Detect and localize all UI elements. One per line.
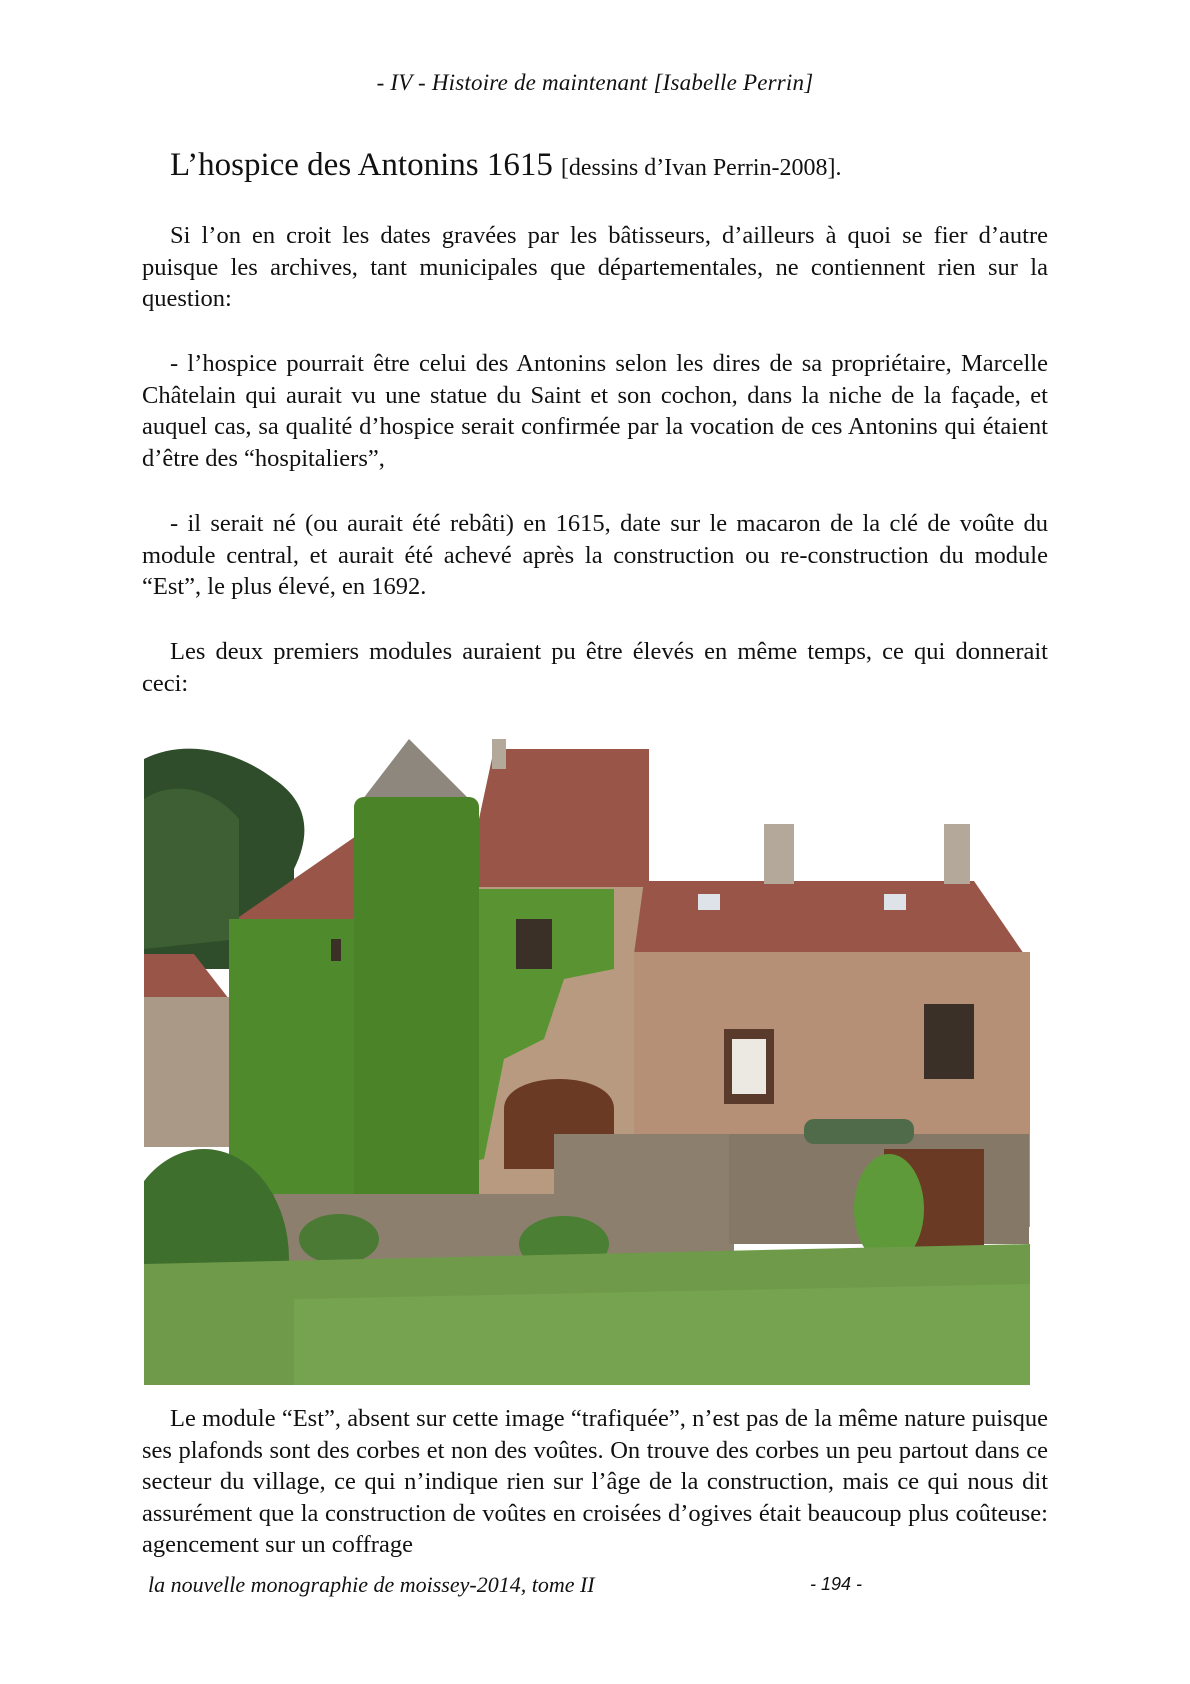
- paragraph-date: - il serait né (ou aurait été rebâti) en 1615, date sur le macaron de la clé de voûte du module central, et aurait été achevé après la construction ou re-construction du module “Est”, le plus élevé, en 1692.: [142, 510, 1048, 600]
- paragraph-antonins: - l’hospice pourrait être celui des Antonins selon les dires de sa propriétaire, Marcelle Châtelain qui aurait vu une statue du Saint et son cochon, dans la niche de la façade, et auquel cas, sa qualité d’hospice serait confirmée par la vocation de ces Antonins qui étaient d’être des “hospitaliers”,: [142, 350, 1048, 472]
- footer-title: la nouvelle monographie de moissey-2014, tome II: [148, 1572, 595, 1597]
- page-number: - 194 -: [810, 1574, 863, 1594]
- paragraph-modules: Les deux premiers modules auraient pu être élevés en même temps, ce qui donnerait ceci:: [142, 638, 1048, 697]
- title-subtitle: [dessins d’Ivan Perrin-2008].: [560, 155, 842, 181]
- paragraph-module-est: Le module “Est”, absent sur cette image “trafiquée”, n’est pas de la même nature puisque ses plafonds sont des corbes et non des voûtes. On trouve des corbes un peu partout dans ce secteur du village, ce qui n’indique rien sur l’âge de la construction, mais ce qui nous dit assurément que la construction de voûtes en croisées d’ogives était beaucoup plus coûteuse: agencement sur un coffrage: [142, 1405, 1048, 1558]
- title-main: L’hospice des Antonins 1615: [170, 147, 553, 183]
- page-title: [170, 147, 841, 184]
- hospice-photo: [144, 739, 1030, 1385]
- running-header: - IV - Histoire de maintenant [Isabelle Perrin]: [376, 70, 814, 95]
- paragraph-intro: Si l’on en croit les dates gravées par les bâtisseurs, d’ailleurs à quoi se fier d’autre puisque les archives, tant municipales que départementales, ne contiennent rien sur la question:: [142, 222, 1048, 312]
